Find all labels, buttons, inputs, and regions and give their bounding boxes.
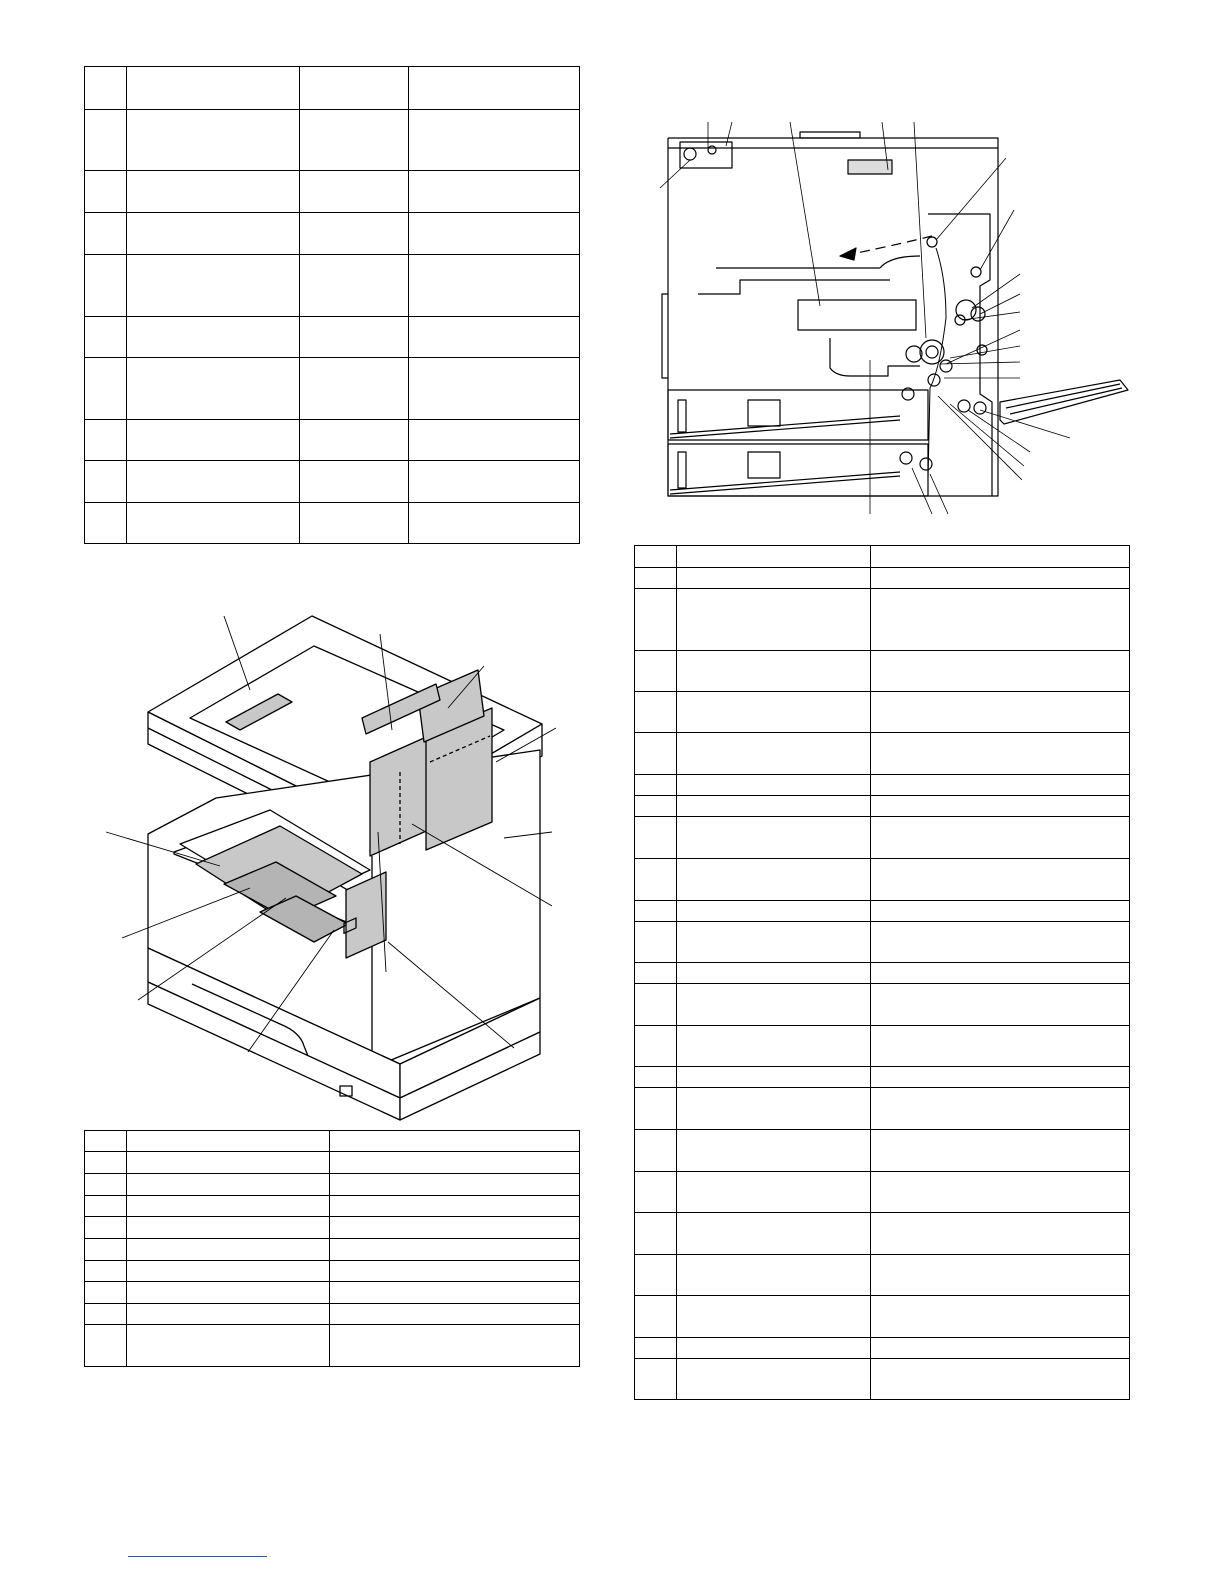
table-row [85, 213, 580, 255]
table-row [85, 358, 580, 420]
table-row [85, 1325, 580, 1367]
table-row [635, 817, 1130, 859]
table-row [85, 1261, 580, 1282]
table-row [85, 461, 580, 503]
table-row [85, 1174, 580, 1196]
table-row [635, 1296, 1130, 1338]
table-row [635, 1067, 1130, 1088]
table-row [85, 1131, 580, 1152]
table-row [85, 1282, 580, 1304]
table-row [85, 420, 580, 461]
table-row [635, 568, 1130, 589]
cross-section-illustration [650, 118, 1130, 520]
table-row [85, 1239, 580, 1261]
table-row [85, 317, 580, 358]
table-row [635, 692, 1130, 733]
table-row [85, 1152, 580, 1174]
table-row [85, 171, 580, 213]
table-row [85, 1304, 580, 1325]
table-row [85, 110, 580, 171]
table-row [635, 1213, 1130, 1255]
table-row [635, 1026, 1130, 1067]
table-row [85, 1196, 580, 1217]
table-row [635, 1130, 1130, 1172]
table-row [635, 775, 1130, 796]
table-row [635, 901, 1130, 922]
table-row [635, 859, 1130, 901]
pwb-layout-illustration [100, 612, 570, 1122]
table-row [635, 1338, 1130, 1359]
table-row [635, 1359, 1130, 1400]
table-row [635, 733, 1130, 775]
table-row [635, 963, 1130, 984]
table-row [635, 1255, 1130, 1296]
table-row [635, 796, 1130, 817]
table-row [85, 503, 580, 544]
right-table [634, 545, 1130, 1400]
top-left-table [84, 66, 580, 544]
table-row [635, 1172, 1130, 1213]
table-row [85, 1217, 580, 1239]
table-row [85, 255, 580, 317]
table-row [635, 1088, 1130, 1130]
table-row [635, 651, 1130, 692]
table-row [635, 922, 1130, 963]
footer-link-underline[interactable] [128, 1556, 267, 1557]
bottom-left-table [84, 1130, 580, 1367]
table-row [635, 589, 1130, 651]
table-row [85, 67, 580, 110]
table-row [635, 546, 1130, 568]
table-row [635, 984, 1130, 1026]
